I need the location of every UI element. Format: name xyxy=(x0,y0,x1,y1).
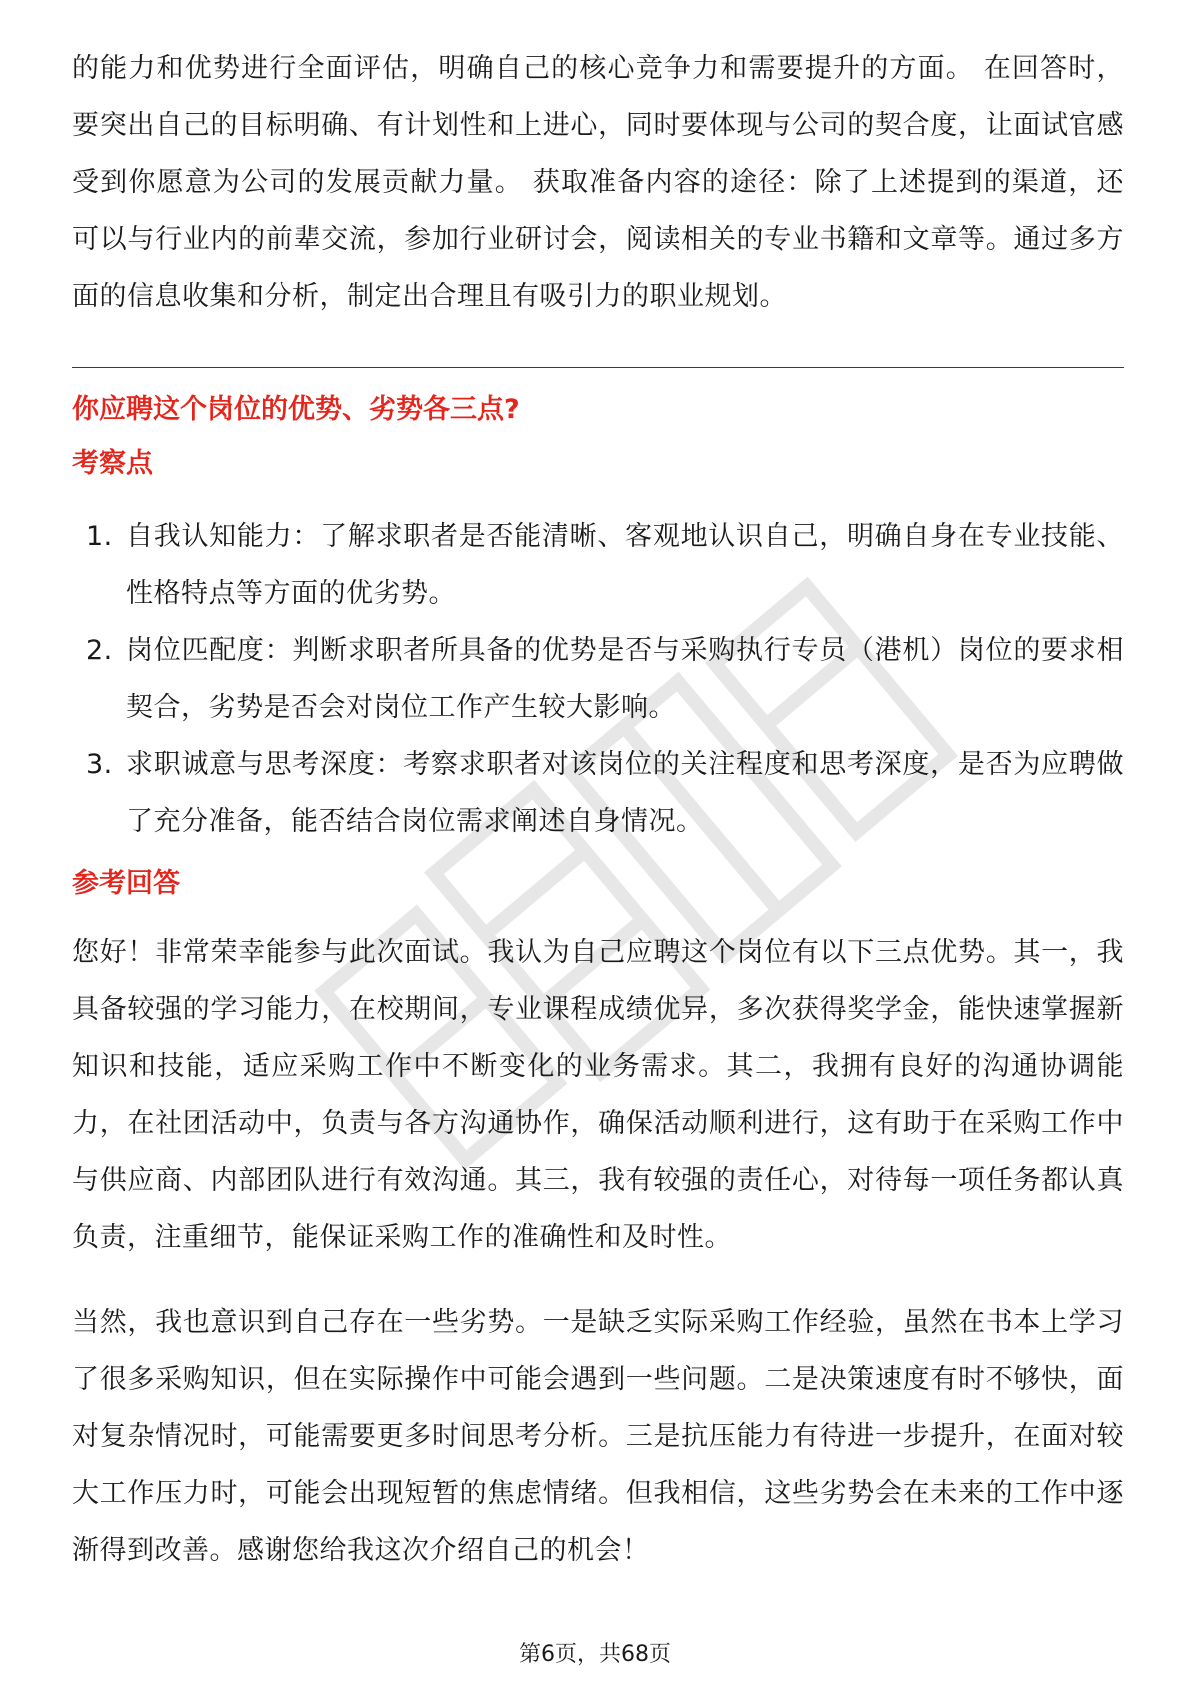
question-title: 你应聘这个岗位的优势、劣势各三点? xyxy=(72,394,520,425)
intro-paragraph: 的能力和优势进行全面评估，明确自己的核心竞争力和需要提升的方面。 在回答时，要突出自己的目标明确、有计划性和上进心，同时要体现与公司的契合度，让面试官感受到你愿意为公司的发展贡献力量。 获取准备内容的途径：除了上述提到的渠道，还可以与行业内的前辈交流，参加行业研讨会，阅读相关的专业书籍和文章等。通过多方面的信息收集和分析，制定出合理且有吸引力的职业规划。 xyxy=(72,53,1124,312)
assessment-point xyxy=(72,508,1124,622)
list-number: 1. xyxy=(86,521,113,552)
section-divider xyxy=(72,367,1124,368)
answer-paragraph-strengths: 您好！非常荣幸能参与此次面试。我认为自己应聘这个岗位有以下三点优势。其一，我具备较强的学习能力，在校期间，专业课程成绩优异，多次获得奖学金，能快速掌握新知识和技能，适应采购工作中不断变化的业务需求。其二，我拥有良好的沟通协调能力，在社团活动中，负责与各方沟通协作，确保活动顺利进行，这有助于在采购工作中与供应商、内部团队进行有效沟通。其三，我有较强的责任心，对待每一项任务都认真负责，注重细节，能保证采购工作的准确性和及时性。 xyxy=(72,937,1124,1253)
page-footer: 第6页，共68页 xyxy=(519,1642,671,1667)
answer-heading: 参考回答 xyxy=(72,868,180,899)
assessment-point-text: 自我认知能力：了解求职者是否能清晰、客观地认识自己，明确自身在专业技能、性格特点等方面的优劣势。 xyxy=(126,521,1124,609)
list-number: 2. xyxy=(86,635,113,666)
assessment-point-text: 岗位匹配度：判断求职者所具备的优势是否与采购执行专员（港机）岗位的要求相契合，劣势是否会对岗位工作产生较大影响。 xyxy=(126,635,1124,723)
assessment-point xyxy=(72,736,1124,850)
assessment-heading: 考察点 xyxy=(72,448,153,479)
answer-paragraph-weaknesses: 当然，我也意识到自己存在一些劣势。一是缺乏实际采购工作经验，虽然在书本上学习了很多采购知识，但在实际操作中可能会遇到一些问题。二是决策速度有时不够快，面对复杂情况时，可能需要更多时间思考分析。三是抗压能力有待进一步提升，在面对较大工作压力时，可能会出现短暂的焦虑情绪。但我相信，这些劣势会在未来的工作中逐渐得到改善。感谢您给我这次介绍自己的机会！ xyxy=(72,1307,1124,1566)
list-number: 3. xyxy=(86,749,113,780)
document-page xyxy=(72,40,1124,1579)
paragraph-spacer xyxy=(72,1266,1124,1294)
assessment-point-text: 求职诚意与思考深度：考察求职者对该岗位的关注程度和思考深度，是否为应聘做了充分准备，能否结合岗位需求阐述自身情况。 xyxy=(126,749,1124,837)
assessment-point xyxy=(72,622,1124,736)
assessment-points-list xyxy=(72,508,1124,850)
